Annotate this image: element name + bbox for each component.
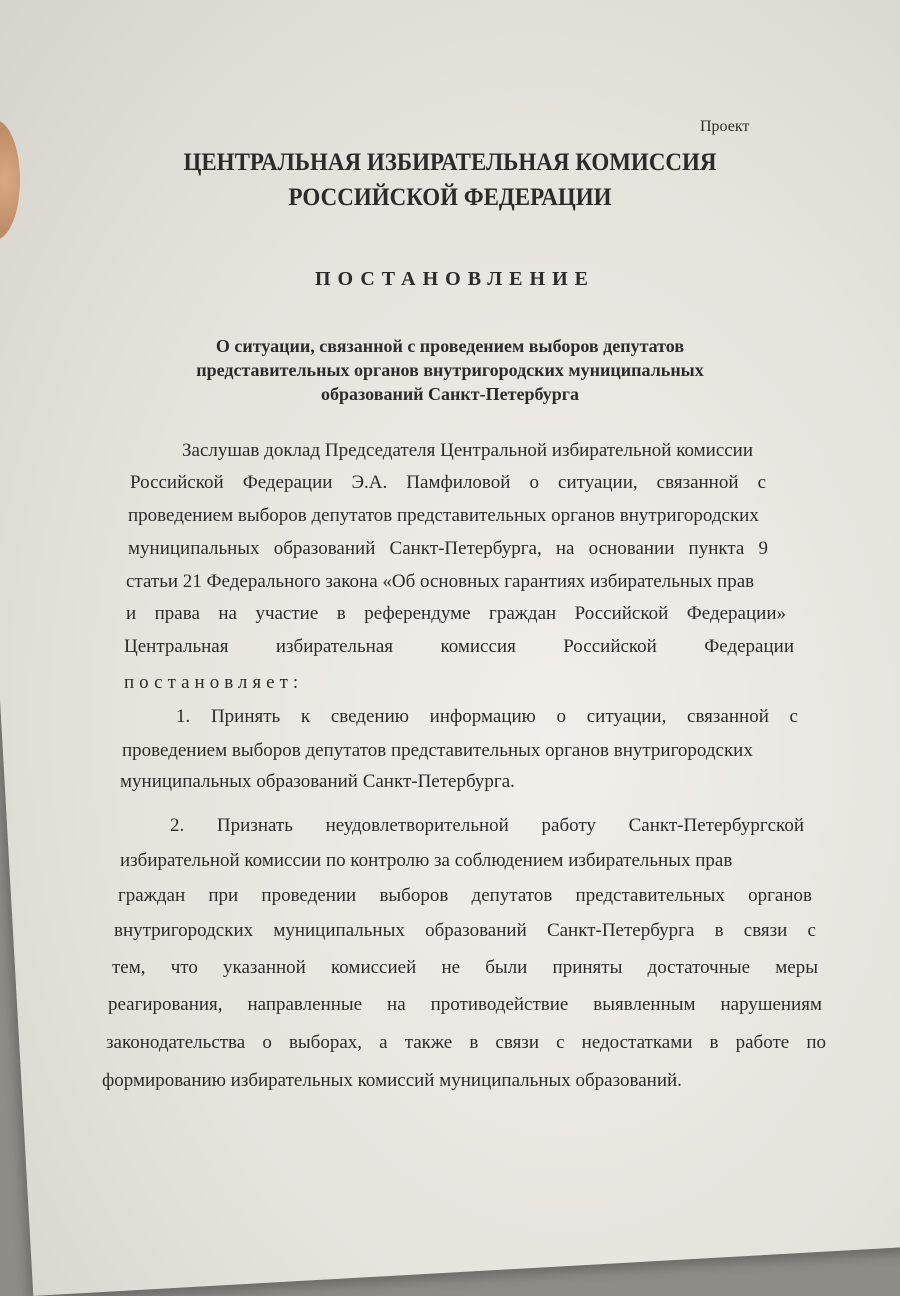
item-2-line-3: граждан при проведении выборов депутатов представительных органов (118, 885, 812, 906)
subject-line-1: О ситуации, связанной с проведением выборов депутатов (215, 336, 685, 356)
item-1-line-2: проведением выборов депутатов представительных органов внутригородских (122, 740, 753, 761)
item-1-line-1: 1. Принять к сведению информацию о ситуации, связанной с (176, 706, 798, 727)
item-2-line-2: избирательной комиссии по контролю за соблюдением избирательных прав (120, 850, 733, 871)
item-2-line-4: внутригородских муниципальных образований Санкт-Петербурга в связи с (114, 920, 816, 941)
document-type-heading: ПОСТАНОВЛЕНИЕ (315, 268, 595, 290)
subject-line-2: представительных органов внутригородских муниципальных (196, 360, 704, 380)
org-title-line-1: ЦЕНТРАЛЬНАЯ ИЗБИРАТЕЛЬНАЯ КОМИССИЯ (183, 149, 717, 176)
preamble-line-1: Заслушав доклад Председателя Центральной избирательной комиссии (182, 440, 754, 461)
preamble-line-2: Российской Федерации Э.А. Памфиловой о ситуации, связанной с (130, 472, 766, 493)
item-2-line-5: тем, что указанной комиссией не были приняты достаточные меры (112, 957, 818, 978)
draft-label: Проект (700, 118, 750, 135)
preamble-line-4: муниципальных образований Санкт-Петербурга, на основании пункта 9 (128, 538, 768, 559)
item-2-line-8: формированию избирательных комиссий муниципальных образований. (102, 1070, 682, 1091)
preamble-line-7: Центральная избирательная комиссия Российской Федерации (124, 636, 794, 657)
preamble-line-5: статьи 21 Федерального закона «Об основных гарантиях избирательных прав (126, 571, 755, 592)
org-title-line-2: РОССИЙСКОЙ ФЕДЕРАЦИИ (288, 184, 612, 211)
item-2-line-6: реагирования, направленные на противодействие выявленным нарушениям (108, 994, 822, 1015)
preamble-line-6: и права на участие в референдуме граждан Российской Федерации» (126, 603, 786, 624)
item-2-line-1: 2. Признать неудовлетворительной работу Санкт-Петербургской (170, 815, 804, 836)
item-1-line-3: муниципальных образований Санкт-Петербурга. (120, 771, 515, 792)
preamble-line-3: проведением выборов депутатов представительных органов внутригородских (128, 505, 759, 526)
resolves-word: постановляет: (124, 672, 304, 693)
subject-line-3: образований Санкт-Петербурга (321, 384, 579, 404)
item-2-line-7: законодательства о выборах, а также в связи с недостатками в работе по (106, 1032, 826, 1053)
